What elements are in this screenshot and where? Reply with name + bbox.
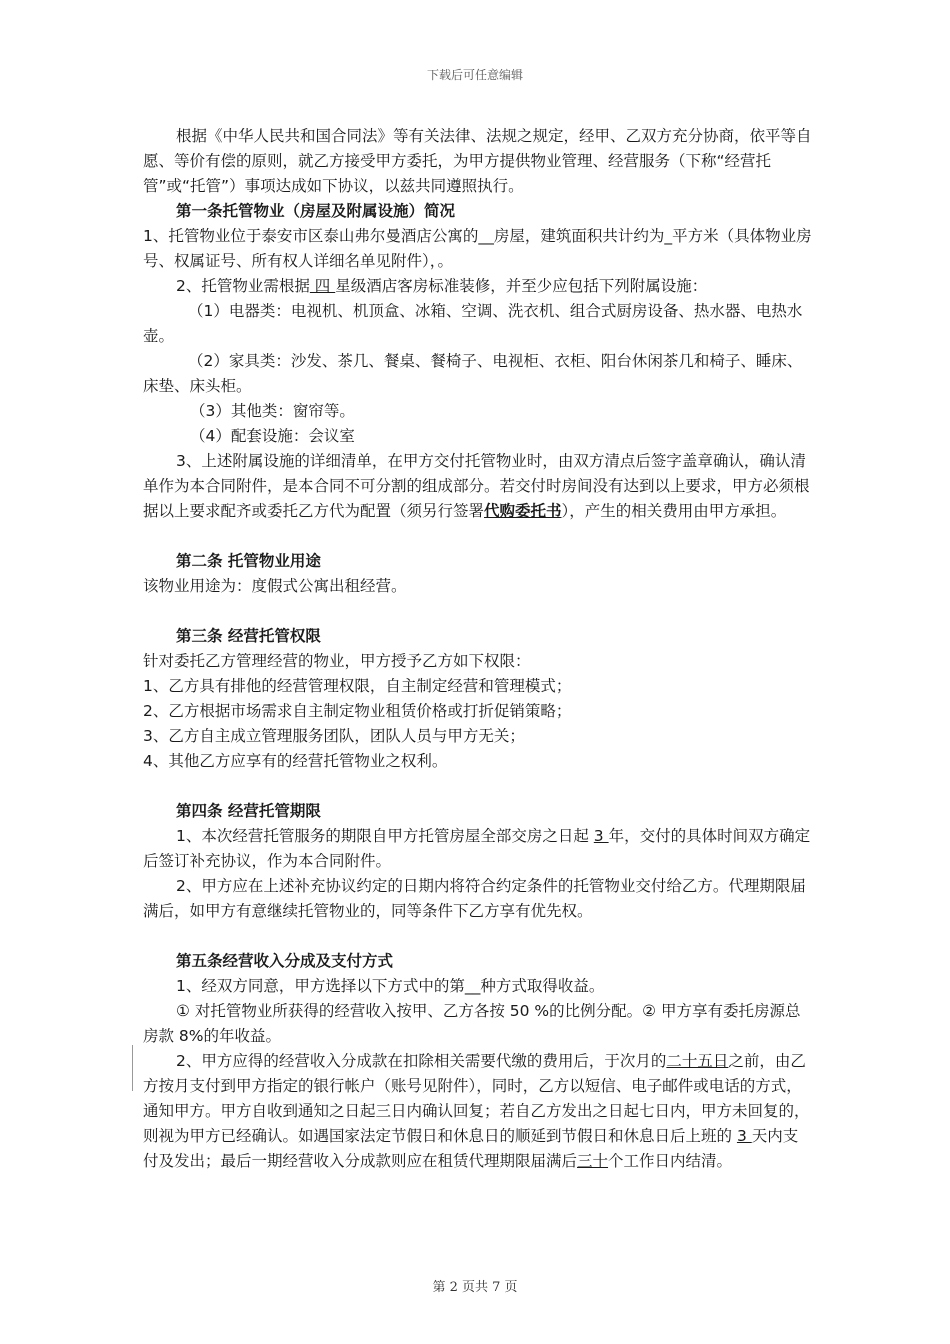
article-5-para-3: 2、甲方应得的经营收入分成款在扣除相关需要代缴的费用后，于次月的二十五日之前，由乙方按月支付到甲方指定的银行帐户（账号见附件），同时，乙方以短信、电子邮件或电话的方式，通知甲方。甲方自收到通知之日起三日内确认回复；若自乙方发出之日起七日内，甲方未回复的，则视为甲方已经确认。如遇国家法定节假日和休息日的顺延到节假日和休息日后上班的 3 天内支付及发出；最后一期经营收入分成款则应在租赁代理期限届满后三十个工作日内结清。 <box>143 1052 810 1170</box>
intro-paragraph: 根据《中华人民共和国合同法》等有关法律、法规之规定，经甲、乙双方充分协商，依平等自愿、等价有偿的原则，就乙方接受甲方委托，为甲方提供物业管理、经营服务（下称“经营托管”或“托管”）事项达成如下协议，以兹共同遵照执行。 <box>143 127 812 195</box>
article-4-para-2: 2、甲方应在上述补充协议约定的日期内将符合约定条件的托管物业交付给乙方。代理期限届满后，如甲方有意继续托管物业的，同等条件下乙方享有优先权。 <box>143 877 806 920</box>
page-footer: 第 2 页共 7 页 <box>432 1280 518 1295</box>
spacer <box>143 524 813 549</box>
agency-letter-link: 代购委托书 <box>484 502 562 520</box>
article-5-title: 第五条经营收入分成及支付方式 <box>176 952 394 970</box>
article-1-para-3: 3、上述附属设施的详细清单，在甲方交付托管物业时，由双方清点后签字盖章确认，确认清单作为本合同附件，是本合同不可分割的组成部分。若交付时房间没有达到以上要求，甲方必须根据以上要求配齐或委托乙方代为配置（须另行签署代购委托书），产生的相关费用由甲方承担。 <box>143 452 810 520</box>
article-4-title: 第四条 经营托管期限 <box>176 802 321 820</box>
margin-mark <box>132 1045 133 1091</box>
spacer <box>143 774 813 799</box>
spacer <box>143 924 813 949</box>
article-5-para-2: ① 对托管物业所获得的经营收入按甲、乙方各按 50 %的比例分配。② 甲方享有委托房源总房款 8%的年收益。 <box>143 1002 801 1045</box>
article-2-para-1: 该物业用途为：度假式公寓出租经营。 <box>143 577 407 595</box>
article-1-item-3: （3）其他类：窗帘等。 <box>190 402 355 420</box>
article-3-para-2: 2、乙方根据市场需求自主制定物业租赁价格或打折促销策略； <box>143 702 572 720</box>
article-3-para-4: 4、其他乙方应享有的经营托管物业之权利。 <box>143 752 448 770</box>
article-3-para-0: 针对委托乙方管理经营的物业，甲方授予乙方如下权限： <box>143 652 531 670</box>
spacer <box>143 599 813 624</box>
article-1-para-1: 1、托管物业位于泰安市区泰山弗尔曼酒店公寓的__房屋，建筑面积共计约为_平方米（具体物业房号、权属证号、所有权人详细名单见附件），。 <box>143 227 812 270</box>
article-1-item-2: （2）家具类：沙发、茶几、餐桌、餐椅子、电视柜、衣柜、阳台休闲茶几和椅子、睡床、床垫、床头柜。 <box>143 352 803 395</box>
article-1-title: 第一条托管物业（房屋及附属设施）简况 <box>176 202 456 220</box>
article-3-para-1: 1、乙方具有排他的经营管理权限，自主制定经营和管理模式； <box>143 677 572 695</box>
document-body <box>143 124 813 1174</box>
article-1-item-4: （4）配套设施：会议室 <box>190 427 355 445</box>
article-3-para-3: 3、乙方自主成立管理服务团队，团队人员与甲方无关； <box>143 727 525 745</box>
article-5-para-1: 1、经双方同意，甲方选择以下方式中的第__种方式取得收益。 <box>176 977 605 995</box>
article-1-para-2: 2、托管物业需根据 四 星级酒店客房标准装修，并至少应包括下列附属设施： <box>176 277 708 295</box>
article-2-title: 第二条 托管物业用途 <box>176 552 321 570</box>
page-header: 下载后可任意编辑 <box>426 68 523 82</box>
article-1-item-1: （1）电器类：电视机、机顶盒、冰箱、空调、洗衣机、组合式厨房设备、热水器、电热水壶。 <box>143 302 803 345</box>
article-4-para-1: 1、本次经营托管服务的期限自甲方托管房屋全部交房之日起 3 年，交付的具体时间双方确定后签订补充协议，作为本合同附件。 <box>143 827 811 870</box>
article-3-title: 第三条 经营托管权限 <box>176 627 321 645</box>
